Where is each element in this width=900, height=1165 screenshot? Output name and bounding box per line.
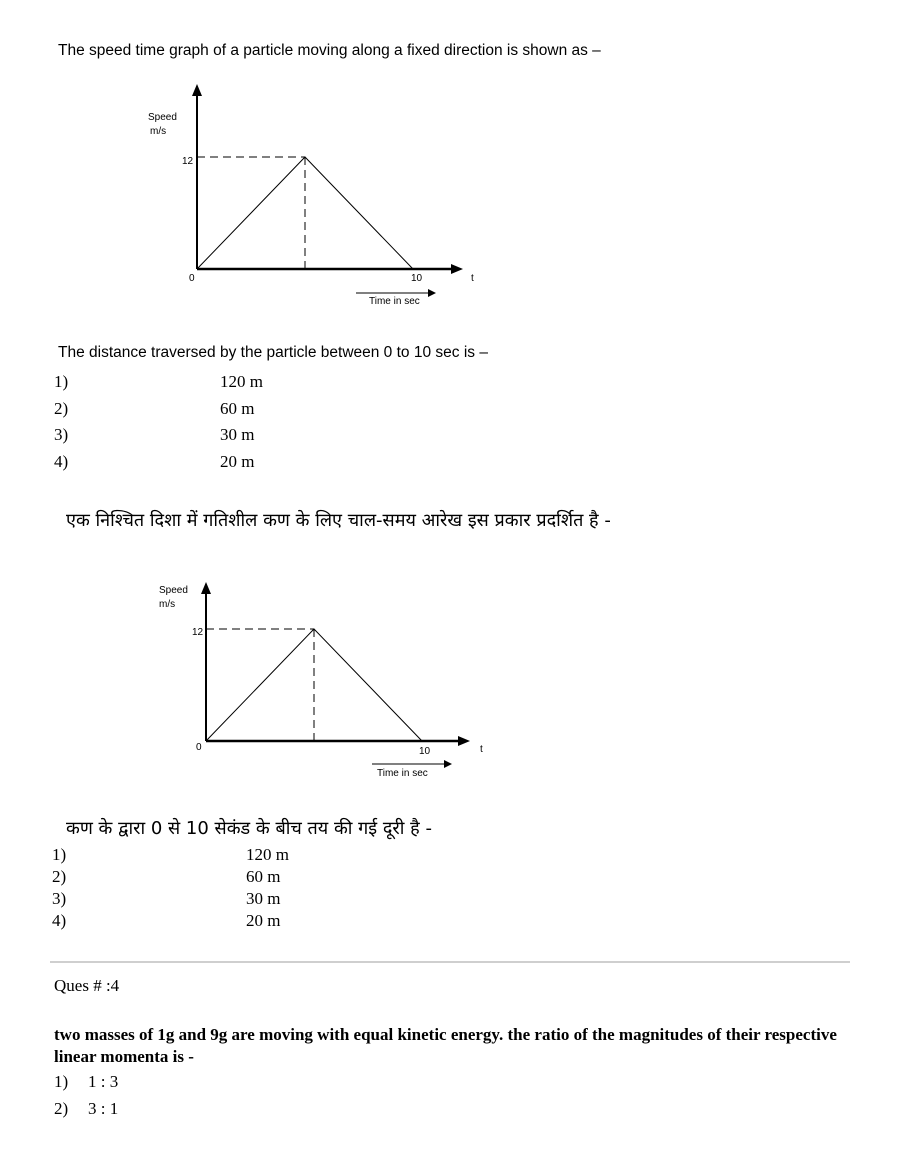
- y-axis-label-unit: m/s: [159, 599, 176, 610]
- y-tick-12: 12: [182, 156, 194, 167]
- option-text: 3 : 1: [88, 1099, 119, 1118]
- x-axis-letter: t: [480, 744, 483, 755]
- option-text: 30 m: [246, 889, 281, 908]
- option-text: 30 m: [220, 425, 255, 444]
- y-axis-label-speed: Speed: [159, 585, 188, 596]
- option-number: 1): [54, 1072, 69, 1091]
- x-tick-10: 10: [419, 746, 431, 757]
- option-text: 60 m: [246, 867, 281, 886]
- option-1-hindi[interactable]: [52, 845, 289, 865]
- option-number: 3): [54, 425, 69, 444]
- x-label-arrow-head: [428, 289, 436, 297]
- x-axis-label: Time in sec: [377, 768, 428, 779]
- option-4-hindi[interactable]: [52, 911, 281, 931]
- origin-label: 0: [189, 273, 195, 284]
- option-text: 120 m: [220, 372, 263, 391]
- section-divider: [50, 961, 850, 963]
- y-axis-label-unit: m/s: [150, 126, 167, 137]
- option-2-hindi[interactable]: [52, 867, 281, 887]
- option-3-english[interactable]: [54, 425, 255, 445]
- option-number: 2): [54, 1099, 69, 1118]
- option-number: 4): [54, 452, 69, 471]
- question-number: Ques # :4: [54, 976, 120, 995]
- x-axis-label: Time in sec: [369, 296, 420, 307]
- option-number: 3): [52, 889, 67, 908]
- option-1-english[interactable]: [54, 372, 263, 392]
- option-number: 1): [52, 845, 67, 864]
- question-text-english: The distance traversed by the particle between 0 to 10 sec is –: [58, 344, 488, 361]
- option-4-english[interactable]: [54, 452, 255, 472]
- option-text: 20 m: [246, 911, 281, 930]
- y-axis-label-speed: Speed: [148, 112, 177, 123]
- q4-option-2[interactable]: [54, 1099, 119, 1119]
- question-intro-english: The speed time graph of a particle moving along a fixed direction is shown as –: [58, 42, 601, 59]
- x-tick-10: 10: [411, 273, 423, 284]
- q4-option-1[interactable]: [54, 1072, 119, 1092]
- option-number: 4): [52, 911, 67, 930]
- option-number: 1): [54, 372, 69, 391]
- option-text: 1 : 3: [88, 1072, 119, 1091]
- x-label-arrow-head: [444, 760, 452, 768]
- option-number: 2): [54, 399, 69, 418]
- graph-axes: [192, 84, 463, 274]
- question-text-hindi: कण के द्वारा 0 से 10 सेकंड के बीच तय की गई दूरी है -: [66, 818, 432, 839]
- graph-axes: [201, 582, 470, 746]
- option-text: 20 m: [220, 452, 255, 471]
- speed-time-graph-hindi: [150, 552, 510, 782]
- question-intro-hindi: एक निश्चित दिशा में गतिशील कण के लिए चाल-समय आरेख इस प्रकार प्रदर्शित है -: [66, 510, 611, 531]
- origin-label: 0: [196, 742, 202, 753]
- speed-time-graph-english: [140, 80, 500, 310]
- option-3-hindi[interactable]: [52, 889, 281, 909]
- option-2-english[interactable]: [54, 399, 255, 419]
- question-4-text: two masses of 1g and 9g are moving with equal kinetic energy. the ratio of the magnitudes of their respective linear momenta is -: [54, 1025, 837, 1066]
- option-number: 2): [52, 867, 67, 886]
- y-tick-12: 12: [192, 627, 204, 638]
- x-axis-letter: t: [471, 273, 474, 284]
- option-text: 120 m: [246, 845, 289, 864]
- option-text: 60 m: [220, 399, 255, 418]
